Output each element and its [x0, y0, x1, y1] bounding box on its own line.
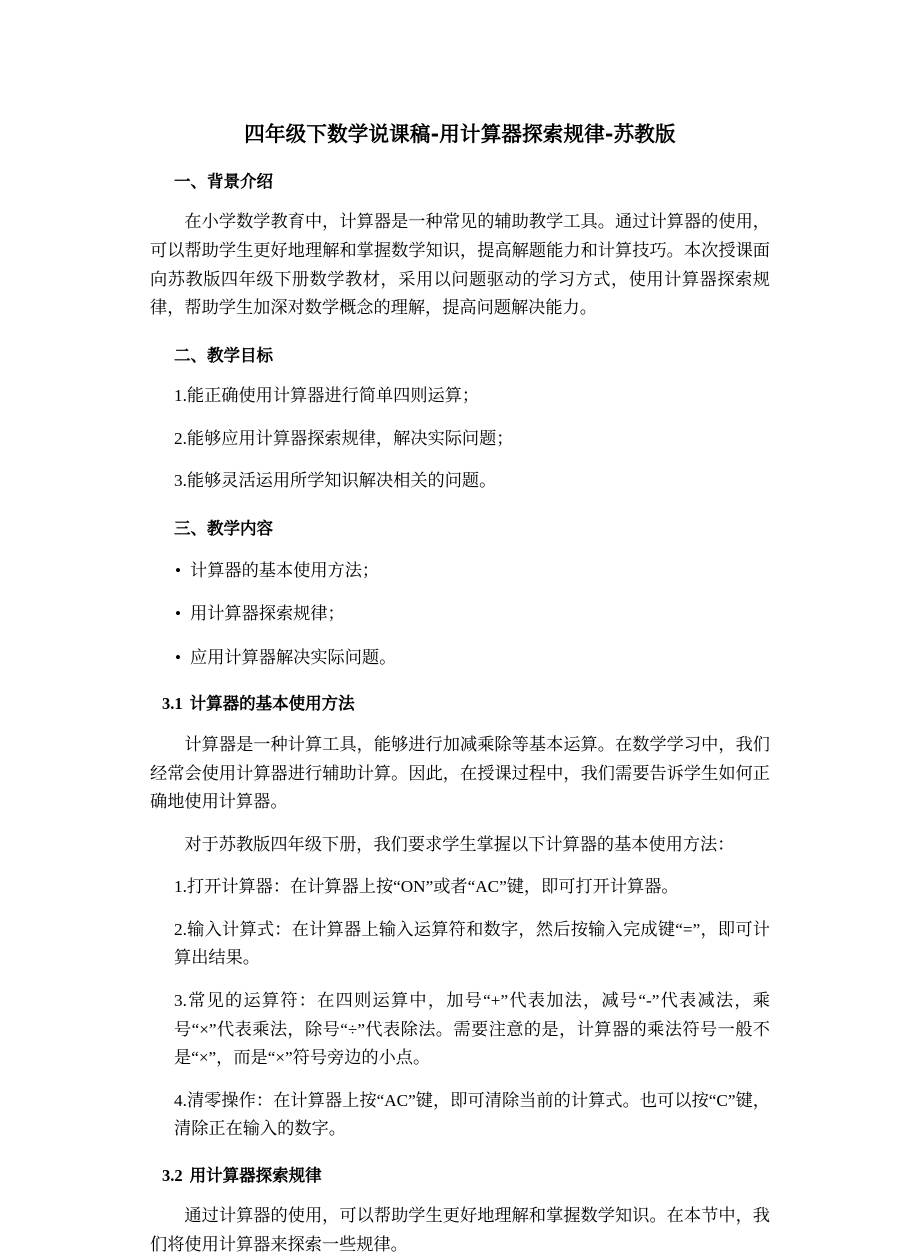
- subsection-number: 3.1: [162, 694, 183, 714]
- content-bullet-list: [150, 542, 770, 673]
- objective-item: 1.能正确使用计算器进行简单四则运算；: [174, 386, 480, 406]
- section-heading-background: 一、背景介绍: [174, 171, 273, 191]
- subsection-3-1-paragraph: 计算器是一种计算工具，能够进行加减乘除等基本运算。在数学学习中，我们经常会使用计算器进行辅助计算。因此，在授课过程中，我们需要告诉学生如何正确地使用计算器。: [150, 735, 770, 812]
- bullet-icon: •: [175, 604, 182, 624]
- bullet-icon: •: [175, 560, 182, 580]
- usage-step-item: 4.清零操作：在计算器上按“AC”键，即可清除当前的计算式。也可以按“C”键，清除正在输入的数字。: [174, 1090, 770, 1139]
- section-heading-content: 三、教学内容: [174, 519, 273, 539]
- bullet-icon: •: [175, 647, 182, 667]
- usage-step-item: 3.常见的运算符：在四则运算中，加号“+”代表加法，减号“-”代表减法，乘号“×”代表乘法，除号“÷”代表除法。需要注意的是，计算器的乘法符号一般不是“×”，而是“×”符号旁边的小点。: [174, 990, 770, 1068]
- subsection-heading-label: 计算器的基本使用方法: [189, 694, 355, 714]
- subsection-number: 3.2: [162, 1165, 183, 1185]
- objective-item: 3.能够灵活运用所学知识解决相关的问题。: [174, 471, 497, 491]
- usage-step-item: 2.输入计算式：在计算器上输入运算符和数字，然后按输入完成键“=”，即可计算出结果。: [174, 919, 770, 968]
- list-item-label: 应用计算器解决实际问题。: [190, 647, 397, 667]
- usage-step-item: 1.打开计算器：在计算器上按“ON”或者“AC”键，即可打开计算器。: [174, 877, 679, 897]
- subsection-3-1-paragraph: 对于苏教版四年级下册，我们要求学生掌握以下计算器的基本使用方法：: [184, 834, 735, 854]
- document-body: [150, 0, 770, 1260]
- subsection-heading-3-1: [150, 672, 770, 717]
- objective-item: 2.能够应用计算器探索规律，解决实际问题；: [174, 428, 514, 448]
- list-item: [150, 585, 770, 629]
- list-item-label: 用计算器探索规律；: [190, 604, 345, 624]
- list-item: [150, 542, 770, 586]
- list-item: [150, 629, 770, 673]
- section-background-paragraph: 在小学数学教育中，计算器是一种常见的辅助教学工具。通过计算器的使用，可以帮助学生更好地理解和掌握数学知识，提高解题能力和计算技巧。本次授课面向苏教版四年级下册数学教材，采用以问题驱动的学习方式，使用计算器探索规律，帮助学生加深对数学概念的理解，提高问题解决能力。: [150, 212, 770, 318]
- page-title: 四年级下数学说课稿-用计算器探索规律-苏教版: [244, 122, 676, 146]
- list-item-label: 计算器的基本使用方法；: [190, 560, 380, 580]
- subsection-heading-3-2: [150, 1144, 770, 1189]
- subsection-3-2-paragraph: 通过计算器的使用，可以帮助学生更好地理解和掌握数学知识。在本节中，我们将使用计算器来探索一些规律。: [150, 1206, 770, 1255]
- subsection-heading-label: 用计算器探索规律: [189, 1165, 322, 1185]
- section-heading-objectives: 二、教学目标: [174, 345, 273, 365]
